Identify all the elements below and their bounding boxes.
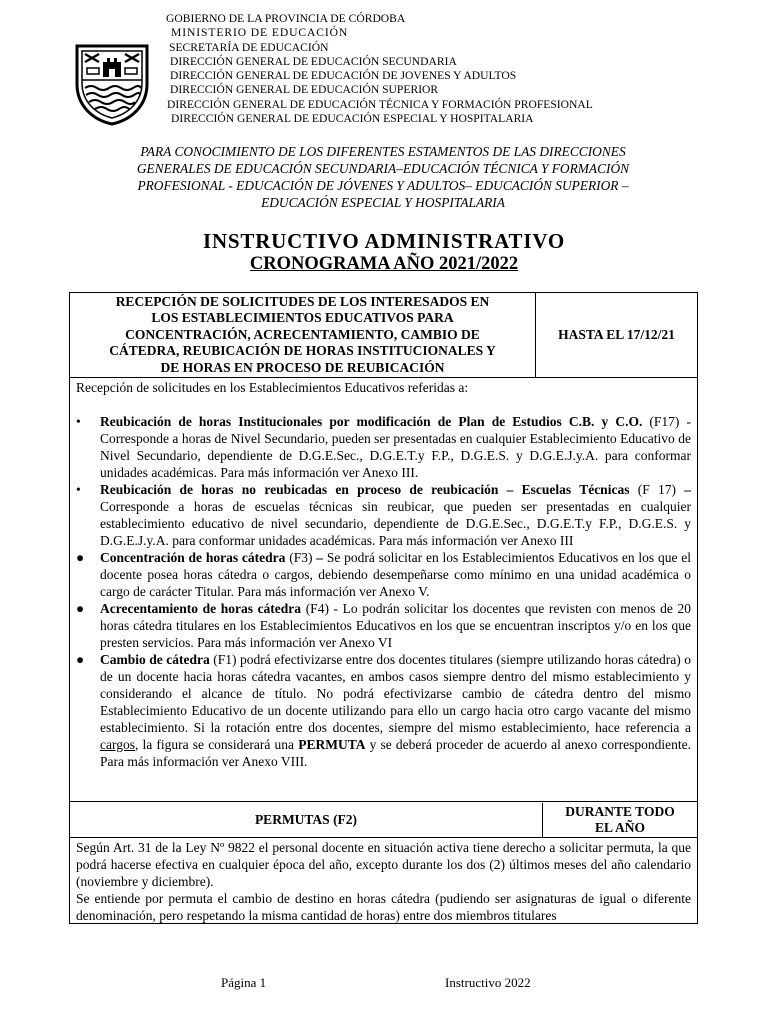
page-number: Página 1 <box>221 975 267 990</box>
list-item: • Reubicación de horas no reubicadas en proceso de reubicación – Escuelas Técnicas (F 17) – Corresponde a horas de escuelas técnicas sin reubicar, que pueden ser presentadas en cualquier establecimiento educativo de nivel secundario, dependiente de D.G.E.Sec., D.G.E.T.y F.P., D.G.E.S. y D.G.E.J.y.A. para conformar unidades académicas. Para más información ver Anexo III <box>76 482 691 548</box>
bullet-icon: • <box>76 482 81 497</box>
paragraph: Se entiende por permuta el cambio de destino en horas cátedra (pudiendo ser asignaturas de igual o diferente denominación, pero respetando la misma cantidad de horas) entre dos miembros titulares <box>76 891 691 923</box>
distribution-notice: PARA CONOCIMIENTO DE LOS DIFERENTES ESTAMENTOS DE LAS DIRECCIONES GENERALES DE EDUCACIÓN SECUNDARIA–EDUCACIÓN TÉCNICA Y FORMACIÓN PROFESIONAL - EDUCACIÓN DE JÓVENES Y ADULTOS– EDUCACIÓN SUPERIOR – EDUCACIÓN ESPECIAL Y HOSPITALARIA <box>136 144 630 210</box>
authority-line: DIRECCIÓN GENERAL DE EDUCACIÓN SUPERIOR <box>170 83 439 97</box>
list-item: • Reubicación de horas Institucionales por modificación de Plan de Estudios C.B. y C.O. (F17) - Corresponde a horas de Nivel Secundario, pueden ser presentadas en cualquier Establecimiento Educativo de Nivel Secundario, dependiente de D.G.E.Sec., D.G.E.T.y F.P., D.G.E.S. y D.G.E.J.y.A. para conformar unidades académicas. Para más información ver Anexo III. <box>76 414 692 480</box>
authority-line: DIRECCIÓN GENERAL DE EDUCACIÓN TÉCNICA Y FORMACIÓN PROFESIONAL <box>167 97 593 111</box>
section-intro: Recepción de solicitudes en los Establecimientos Educativos referidas a: <box>76 380 469 395</box>
document-title: INSTRUCTIVO ADMINISTRATIVO <box>202 229 566 253</box>
authority-line: GOBIERNO DE LA PROVINCIA DE CÓRDOBA <box>166 12 406 25</box>
section-heading: RECEPCIÓN DE SOLICITUDES DE LOS INTERESADOS EN LOS ESTABLECIMIENTOS EDUCATIVOS PARA CONCENTRACIÓN, ACRECENTAMIENTO, CAMBIO DE CÁTEDRA, REUBICACIÓN DE HORAS INSTITUCIONALES Y DE HORAS EN PROCESO DE REUBICACIÓN <box>70 293 536 377</box>
schedule-table <box>69 292 698 924</box>
province-coat-of-arms <box>69 40 155 126</box>
authority-line: DIRECCIÓN GENERAL DE EDUCACIÓN ESPECIAL Y HOSPITALARIA <box>171 112 534 126</box>
permutas-body <box>70 839 697 923</box>
permutas-header-row <box>70 803 697 838</box>
authority-line: SECRETARÍA DE EDUCACIÓN <box>169 40 329 54</box>
list-item: ● Acrecentamiento de horas cátedra (F4) - Lo podrán solicitar los docentes que revisten con menos de 20 horas cátedra titulares en los Establecimientos Educativos en los que se encuentran inscriptos y/o en los que presten servicios. Para más información ver Anexo VI <box>76 601 692 650</box>
list-item: ● Cambio de cátedra (F1) podrá efectivizarse entre dos docentes titulares (siempre utilizando horas cátedra) o de un docente hacia horas cátedra vacantes, en ambos casos siempre dentro del mismo establecimiento y considerando el alcance de título. No podrá efectivizarse cambio de cátedra dentro del mismo Establecimiento Educativo de un docente utilizando para ello un cargo hacia otro cargo vacante del mismo establecimiento. Si la rotación entre dos docentes, siempre del mismo establecimiento, hace referencia a cargos, la figura se considerará una PERMUTA y se deberá proceder de acuerdo al anexo correspondiente. Para más información ver Anexo VIII. <box>76 652 692 769</box>
authority-line: DIRECCIÓN GENERAL DE EDUCACIÓN DE JOVENES Y ADULTOS <box>170 69 517 83</box>
section-deadline: HASTA EL 17/12/21 <box>558 327 675 342</box>
paragraph: Según Art. 31 de la Ley Nº 9822 el personal docente en situación activa tiene derecho a solicitar permuta, la que podrá hacerse efectiva en cualquier época del año, excepto durante los dos (2) últimos meses del año calendario (noviembre y diciembre). <box>76 840 691 889</box>
bullet-icon: • <box>76 414 81 429</box>
issuing-authorities <box>166 12 593 126</box>
bullet-icon: ● <box>76 601 85 616</box>
section-body <box>70 378 697 802</box>
permutas-deadline: DURANTE TODO EL AÑO <box>565 804 675 835</box>
document-subtitle: CRONOGRAMA AÑO 2021/2022 <box>249 254 519 274</box>
footer-doc-name: Instructivo 2022 <box>445 975 531 990</box>
section-header-row <box>70 293 697 378</box>
authority-line: MINISTERIO DE EDUCACIÓN <box>171 26 349 40</box>
permutas-heading: PERMUTAS (F2) <box>70 803 543 837</box>
bullet-icon: ● <box>76 550 85 565</box>
authority-line: DIRECCIÓN GENERAL DE EDUCACIÓN SECUNDARIA <box>170 54 457 68</box>
list-item: ● Concentración de horas cátedra (F3) – Se podrá solicitar en los Establecimientos Educativos en los que el docente posea horas cátedra o cargos, debiendo desempeñarse como mínimo en una unidad académica o cargo de carácter Titular. Para más información ver Anexo V. <box>76 550 692 599</box>
bullet-icon: ● <box>76 652 85 667</box>
cargos-reference: cargos <box>100 737 135 752</box>
